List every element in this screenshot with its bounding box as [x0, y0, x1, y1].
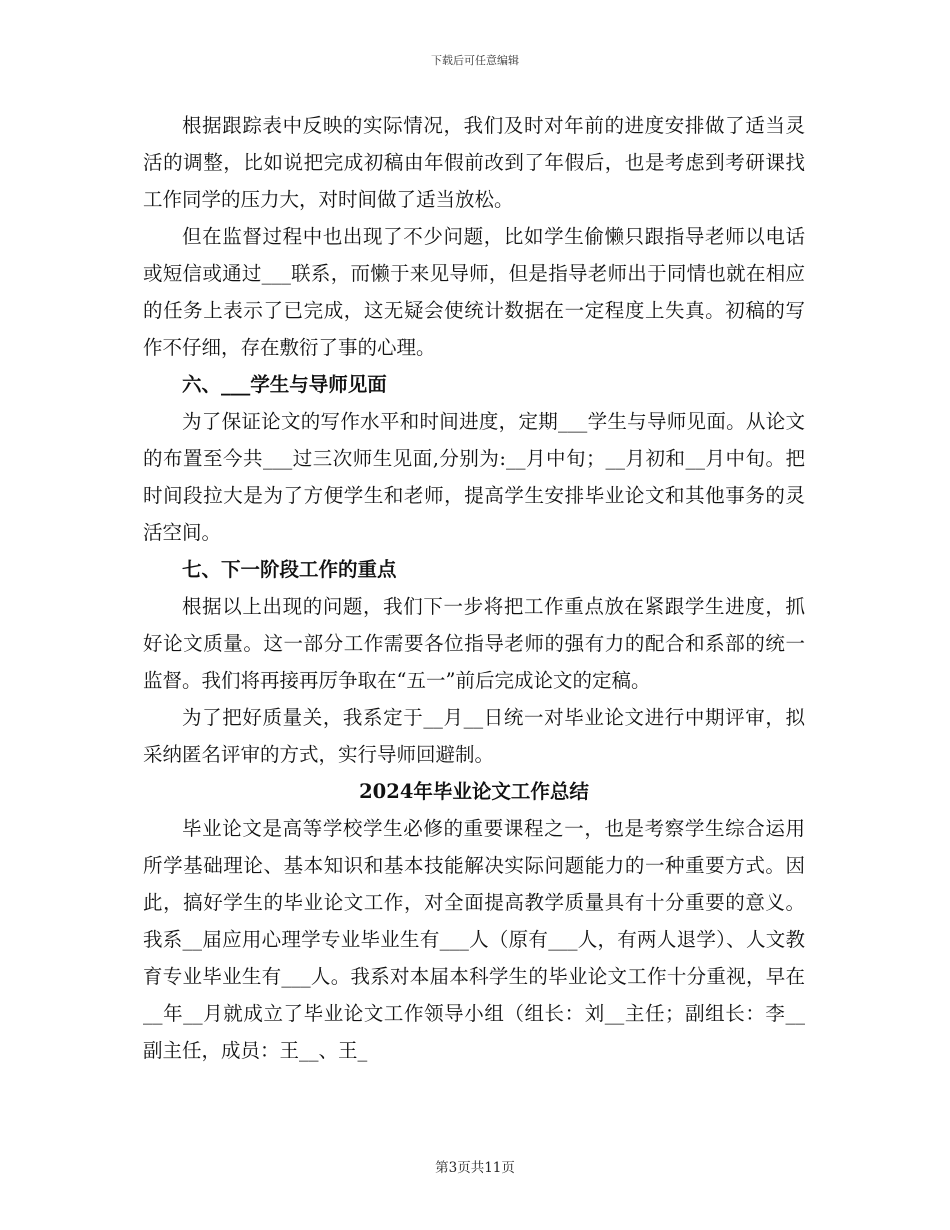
paragraph-summary-intro: 毕业论文是高等学校学生必修的重要课程之一，也是考察学生综合运用所学基础理论、基本知识和基本技能解决实际问题能力的一种重要方式。因此，搞好学生的毕业论文工作，对全面提高教学质量具有十分重要的意义。我系__届应用心理学专业毕业生有___人（原有___人，有两人退学）、人文教育专业毕业生有___人。我系对本届本科学生的毕业论文工作十分重视，早在__年__月就成立了毕业论文工作领导小组（组长：刘__主任；副组长：李__副主任，成员：王__、王_ — [143, 817, 805, 1062]
document-body — [143, 107, 805, 1069]
paragraph-next-focus: 根据以上出现的问题，我们下一步将把工作重点放在紧跟学生进度，抓好论文质量。这一部分工作需要各位指导老师的强有力的配合和系部的统一监督。我们将再接再厉争取在“五一”前后完成论文的定稿。 — [143, 595, 805, 692]
paragraph-midterm-review: 为了把好质量关，我系定于__月__日统一对毕业论文进行中期评审，拟采纳匿名评审的方式，实行导师回避制。 — [143, 706, 805, 766]
page-footer: 第3页共11页 — [435, 1160, 515, 1176]
paragraph-meetings: 为了保证论文的写作水平和时间进度，定期___学生与导师见面。从论文的布置至今共___过三次师生见面,分别为:__月中旬；__月初和__月中旬。把时间段拉大是为了方便学生和老师，提高学生安排毕业论文和其他事务的灵活空间。 — [143, 410, 805, 544]
document-title: 2024年毕业论文工作总结 — [359, 780, 589, 803]
section-heading-six: 六、___学生与导师见面 — [182, 373, 387, 396]
paragraph-progress-adjustment: 根据跟踪表中反映的实际情况，我们及时对年前的进度安排做了适当灵活的调整，比如说把完成初稿由年假前改到了年假后，也是考虑到考研课找工作同学的压力大，对时间做了适当放松。 — [143, 114, 805, 211]
paragraph-supervision-problems: 但在监督过程中也出现了不少问题，比如学生偷懒只跟指导老师以电话或短信或通过___联系，而懒于来见导师，但是指导老师出于同情也就在相应的任务上表示了已完成，这无疑会使统计数据在一定程度上失真。初稿的写作不仔细，存在敷衍了事的心理。 — [143, 225, 805, 359]
section-heading-seven: 七、下一阶段工作的重点 — [182, 558, 397, 581]
page-header: 下载后可任意编辑 — [431, 54, 519, 67]
